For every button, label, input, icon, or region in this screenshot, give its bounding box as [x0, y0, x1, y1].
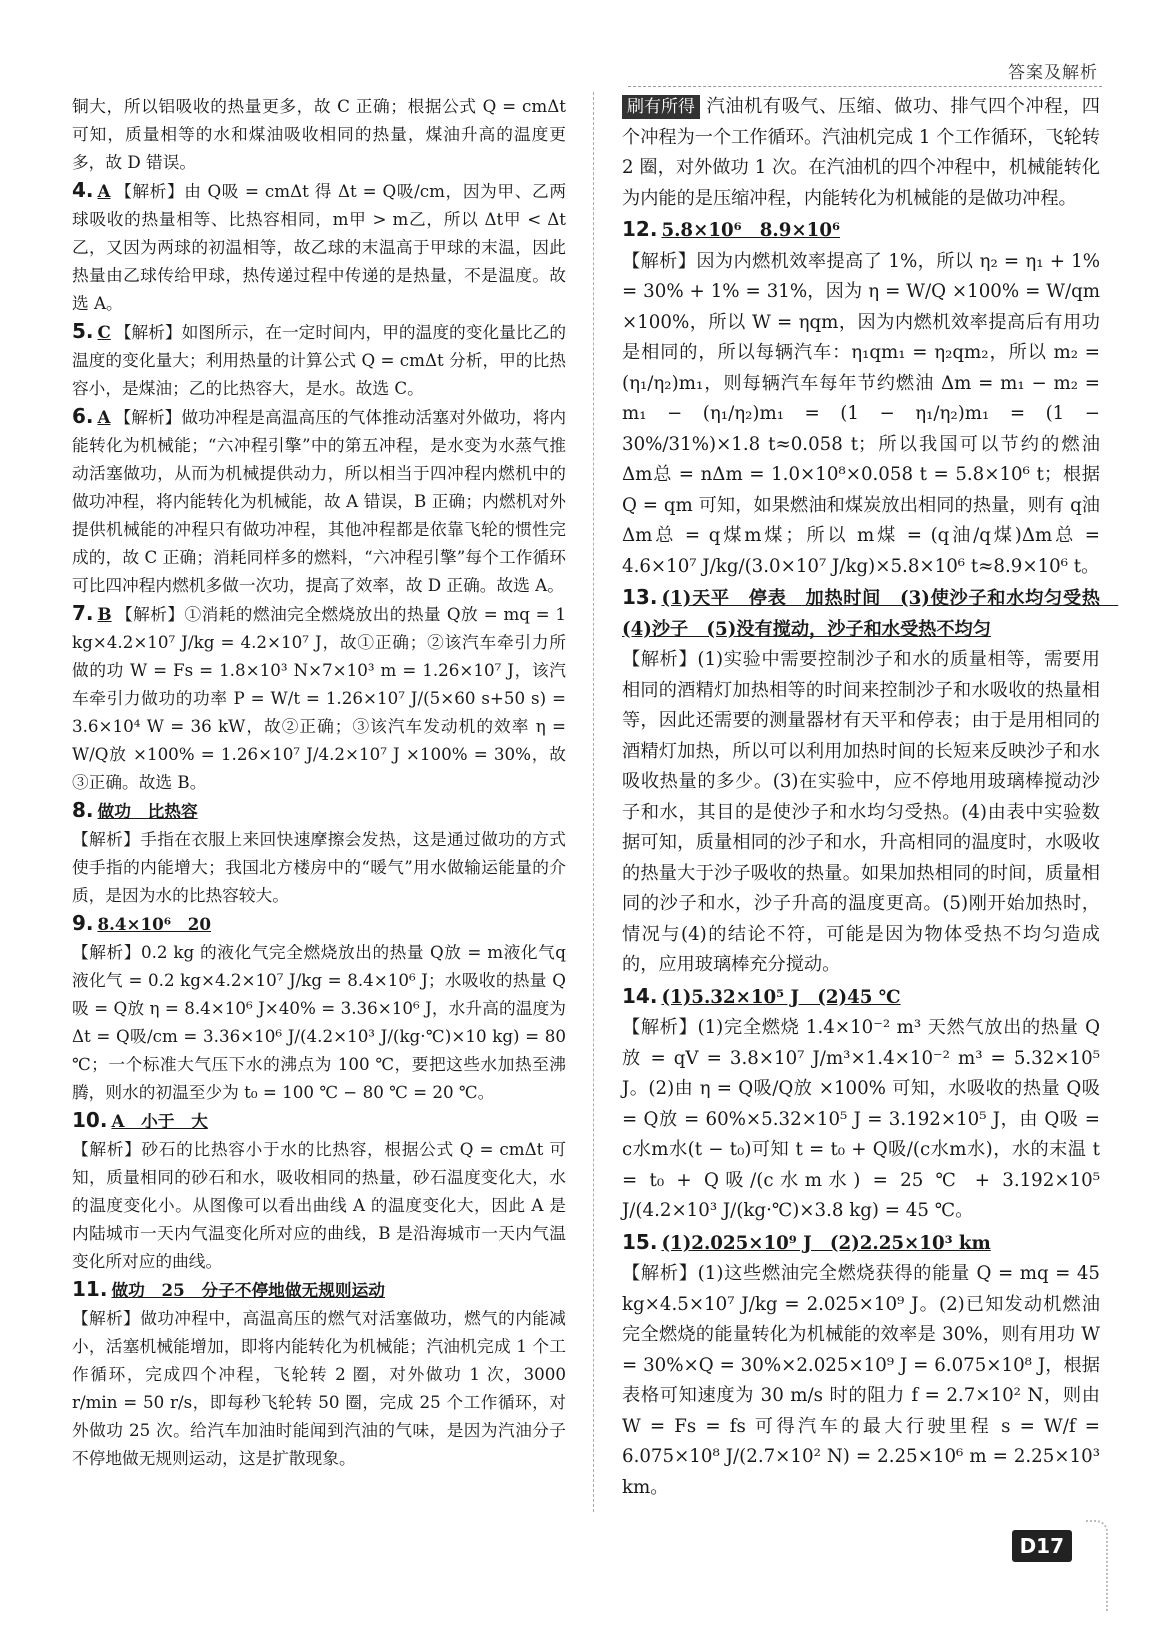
left-column	[72, 92, 566, 1472]
analysis-tag: 【解析】	[115, 604, 185, 624]
continued-text: 铜大，所以铝吸收的热量更多，故 C 正确；根据公式 Q = cmΔt 可知，质量相等的水和煤油吸收相同的热量，煤油升高的温度更多，故 D 错误。	[72, 96, 566, 172]
question-q9	[72, 909, 566, 1106]
answer: (1)天平 停表 加热时间 (3)使沙子和水均匀受热 (4)沙子 (5)没有搅动，沙子和水受热不均匀	[622, 588, 1119, 640]
question-note	[622, 92, 1100, 214]
question-number: 6.	[72, 404, 94, 428]
question-number: 4.	[72, 178, 94, 202]
column-divider	[593, 92, 594, 1512]
analysis-text: ①消耗的燃油完全燃烧放出的热量 Q放 = mq = 1 kg×4.2×10⁷ J/kg = 4.2×10⁷ J，故①正确；②该汽车牵引力所做的功 W = Fs = 1.8×10³ N×7×10³ m = 1.26×10⁷ J，该汽车牵引力做功的功率 P = W/t = 1.26×10⁷ J/(5×60 s+50 s) = 3.6×10⁴ W = 36 kW，故②正确；③该汽车发动机的效率 η = W/Q放 ×100% = 1.26×10⁷ J/4.2×10⁷ J ×100% = 30%，故③正确。故选 B。	[72, 604, 567, 792]
answer: A	[97, 181, 111, 201]
question-q6	[72, 402, 566, 599]
question-number: 7.	[72, 601, 94, 625]
question-q10	[72, 1106, 566, 1275]
question-number: 10.	[72, 1108, 108, 1132]
answer: B	[97, 604, 112, 624]
question-q15	[622, 1227, 1100, 1504]
summary-text: 汽油机有吸气、压缩、做功、排气四个冲程，四个冲程为一个工作循环。汽油机完成 1 个工作循环，飞轮转 2 圈，对外做功 1 次。在汽油机的四个冲程中，机械能转化为内能的是压缩冲程，内能转化为机械能的是做功冲程。	[622, 96, 1100, 209]
question-q8	[72, 796, 566, 909]
analysis-text: (1)这些燃油完全燃烧获得的能量 Q = mq = 45 kg×4.5×10⁷ J/kg = 2.025×10⁹ J。(2)已知发动机燃油完全燃烧的能量转化为机械能的效率是 30%，则有用功 W = 30%×Q = 30%×2.025×10⁹ J = 6.075×10⁸ J，根据表格可知速度为 30 m/s 时的阻力 f = 2.7×10² N，则由 W = Fs = fs 可得汽车的最大行驶里程 s = W/f = 6.075×10⁸ J/(2.7×10² N) = 2.25×10⁶ m = 2.25×10³ km。	[622, 1263, 1100, 1498]
analysis-tag: 【解析】	[622, 1263, 698, 1284]
question-q4	[72, 176, 566, 317]
analysis-tag: 【解析】	[72, 1139, 142, 1159]
answer: A	[97, 407, 111, 427]
analysis-text: 做功冲程中，高温高压的燃气对活塞做功，燃气的内能减小，活塞机械能增加，即将内能转化为机械能；汽油机完成 1 个工作循环，完成四个冲程，飞轮转 2 圈，对外做功 1 次，3000 r/min = 50 r/s，即每秒飞轮转 50 圈，完成 25 个工作循环，对外做功 25 次。给汽车加油时能闻到汽油的气味，是因为汽油分子不停地做无规则运动，这是扩散现象。	[72, 1308, 566, 1468]
question-q12	[622, 214, 1100, 582]
question-number: 9.	[72, 911, 94, 935]
answer: A 小于 大	[111, 1111, 208, 1131]
answer: 8.4×10⁶ 20	[97, 914, 211, 934]
analysis-text: 做功冲程是高温高压的气体推动活塞对外做功，将内能转化为机械能；“六冲程引擎”中的第五冲程，是水变为水蒸气推动活塞做功，从而为机械提供动力，所以相当于四冲程内燃机中的做功冲程，将内能转化为机械能，故 A 错误，B 正确；内燃机对外提供机械能的冲程只有做功冲程，其他冲程都是依靠飞轮的惯性完成的，故 C 正确；消耗同样多的燃料，“六冲程引擎”每个工作循环可比四冲程内燃机多做一次功，提高了效率，故 D 正确。故选 A。	[72, 407, 567, 595]
analysis-tag: 【解析】	[622, 649, 698, 670]
analysis-tag: 【解析】	[114, 181, 185, 201]
question-number: 5.	[72, 319, 94, 343]
question-q11	[72, 1275, 566, 1472]
answer: 做功 比热容	[97, 801, 198, 821]
question-q14	[622, 981, 1100, 1227]
analysis-text: 因为内燃机效率提高了 1%，所以 η₂ = η₁ + 1% = 30% + 1% = 31%，因为 η = W/Q ×100% = W/qm ×100%，所以 W = ηqm，因为内燃机效率提高后有用功是相同的，所以每辆汽车：η₁qm₁ = η₂qm₂，所以 m₂ = (η₁/η₂)m₁，则每辆汽车每年节约燃油 Δm = m₁ − m₂ = m₁ − (η₁/η₂)m₁ = (1 − η₁/η₂)m₁ = (1 − 30%/31%)×1.8 t≈0.058 t；所以我国可以节约的燃油 Δm总 = nΔm = 1.0×10⁸×0.058 t = 5.8×10⁶ t；根据 Q = qm 可知，如果燃油和煤炭放出相同的热量，则有 q油Δm总 = q煤m煤；所以 m煤 = (q油/q煤)Δm总 = 4.6×10⁷ J/kg/(3.0×10⁷ J/kg)×5.8×10⁶ t≈8.9×10⁶ t。	[622, 250, 1100, 577]
analysis-tag: 【解析】	[72, 942, 141, 962]
question-q7	[72, 599, 566, 796]
answer: 做功 25 分子不停地做无规则运动	[111, 1280, 385, 1300]
analysis-text: 由 Q吸 = cmΔt 得 Δt = Q吸/cm，因为甲、乙两球吸收的热量相等、比热容相同，m甲 > m乙，所以 Δt甲 < Δt乙，又因为两球的初温相等，故乙球的末温高于甲球的末温，因此热量由乙球传给甲球，热传递过程中传递的是热量，不是温度。故选 A。	[72, 181, 567, 313]
analysis-tag: 【解析】	[114, 322, 182, 342]
answer: C	[97, 322, 111, 342]
analysis-text: 如图所示，在一定时间内，甲的温度的变化量比乙的温度的变化量大；利用热量的计算公式 Q = cmΔt 分析，甲的比热容小，是煤油；乙的比热容大，是水。故选 C。	[72, 322, 567, 398]
analysis-text: (1)实验中需要控制沙子和水的质量相等，需要用相同的酒精灯加热相等的时间来控制沙子和水吸收的热量相等，因此还需要的测量器材有天平和停表；由于是用相同的酒精灯加热，所以可以利用加热时间的长短来反映沙子和水吸收热量的多少。(3)在实验中，应不停地用玻璃棒搅动沙子和水，其目的是使沙子和水均匀受热。(4)由表中实验数据可知，质量相同的沙子和水，升高相同的温度时，水吸收的热量大于沙子吸收的热量。如果加热相同的时间，质量相同的沙子和水，沙子升高的温度更高。(5)刚开始加热时，情况与(4)的结论不符，可能是因为物体受热不均匀造成的，应用玻璃棒充分搅动。	[622, 649, 1100, 975]
summary-badge: 刷有所得	[622, 95, 700, 119]
question-number: 15.	[622, 1229, 658, 1254]
analysis-tag: 【解析】	[72, 1308, 141, 1328]
question-cont	[72, 92, 566, 176]
analysis-text: 手指在衣服上来回快速摩擦会发热，这是通过做功的方式使手指的内能增大；我国北方楼房中的“暖气”用水做输运能量的介质，是因为水的比热容较大。	[72, 829, 566, 905]
page-number: D17	[1012, 1530, 1072, 1562]
page-header: 答案及解析	[1008, 63, 1098, 83]
analysis-text: 0.2 kg 的液化气完全燃烧放出的热量 Q放 = m液化气q液化气 = 0.2 kg×4.2×10⁷ J/kg = 8.4×10⁶ J；水吸收的热量 Q吸 = Q放 η = 8.4×10⁶ J×40% = 3.36×10⁶ J，水升高的温度为 Δt = Q吸/cm = 3.36×10⁶ J/(4.2×10³ J/(kg·℃)×10 kg) = 80 ℃；一个标准大气压下水的沸点为 100 ℃，要把这些水加热至沸腾，则水的初温至少为 t₀ = 100 ℃ − 80 ℃ = 20 ℃。	[72, 942, 566, 1102]
question-number: 11.	[72, 1277, 108, 1301]
answer: (1)5.32×10⁵ J (2)45 ℃	[661, 986, 901, 1008]
answer: 5.8×10⁶ 8.9×10⁶	[661, 220, 840, 241]
question-q5	[72, 317, 566, 402]
analysis-tag: 【解析】	[72, 829, 141, 849]
analysis-tag: 【解析】	[622, 250, 697, 272]
analysis-tag: 【解析】	[622, 1017, 698, 1038]
question-number: 12.	[622, 217, 658, 241]
analysis-text: (1)完全燃烧 1.4×10⁻² m³ 天然气放出的热量 Q放 = qV = 3.8×10⁷ J/m³×1.4×10⁻² m³ = 5.32×10⁵ J。(2)由 η = Q吸/Q放 ×100% 可知，水吸收的热量 Q吸 = Q放 = 60%×5.32×10⁵ J = 3.192×10⁵ J，由 Q吸 = c水m水(t − t₀)可知 t = t₀ + Q吸/(c水m水)，水的末温 t = t₀ + Q吸/(c水m水) = 25 ℃ + 3.192×10⁵ J/(4.2×10³ J/(kg·℃)×3.8 kg) = 45 ℃。	[622, 1017, 1100, 1221]
question-number: 8.	[72, 798, 94, 822]
analysis-text: 砂石的比热容小于水的比热容，根据公式 Q = cmΔt 可知，质量相同的砂石和水，吸收相同的热量，砂石温度变化大，水的温度变化小。从图像可以看出曲线 A 的温度变化大，因此 A 是内陆城市一天内气温变化所对应的曲线，B 是沿海城市一天内气温变化所对应的曲线。	[72, 1139, 567, 1271]
analysis-tag: 【解析】	[114, 407, 182, 427]
right-column	[622, 92, 1119, 1503]
question-number: 14.	[622, 983, 658, 1008]
header-rule	[628, 86, 1102, 87]
page-corner-decoration	[1086, 1520, 1108, 1612]
answer: (1)2.025×10⁹ J (2)2.25×10³ km	[661, 1232, 991, 1254]
question-number: 13.	[622, 585, 658, 609]
question-q13	[622, 582, 1119, 981]
